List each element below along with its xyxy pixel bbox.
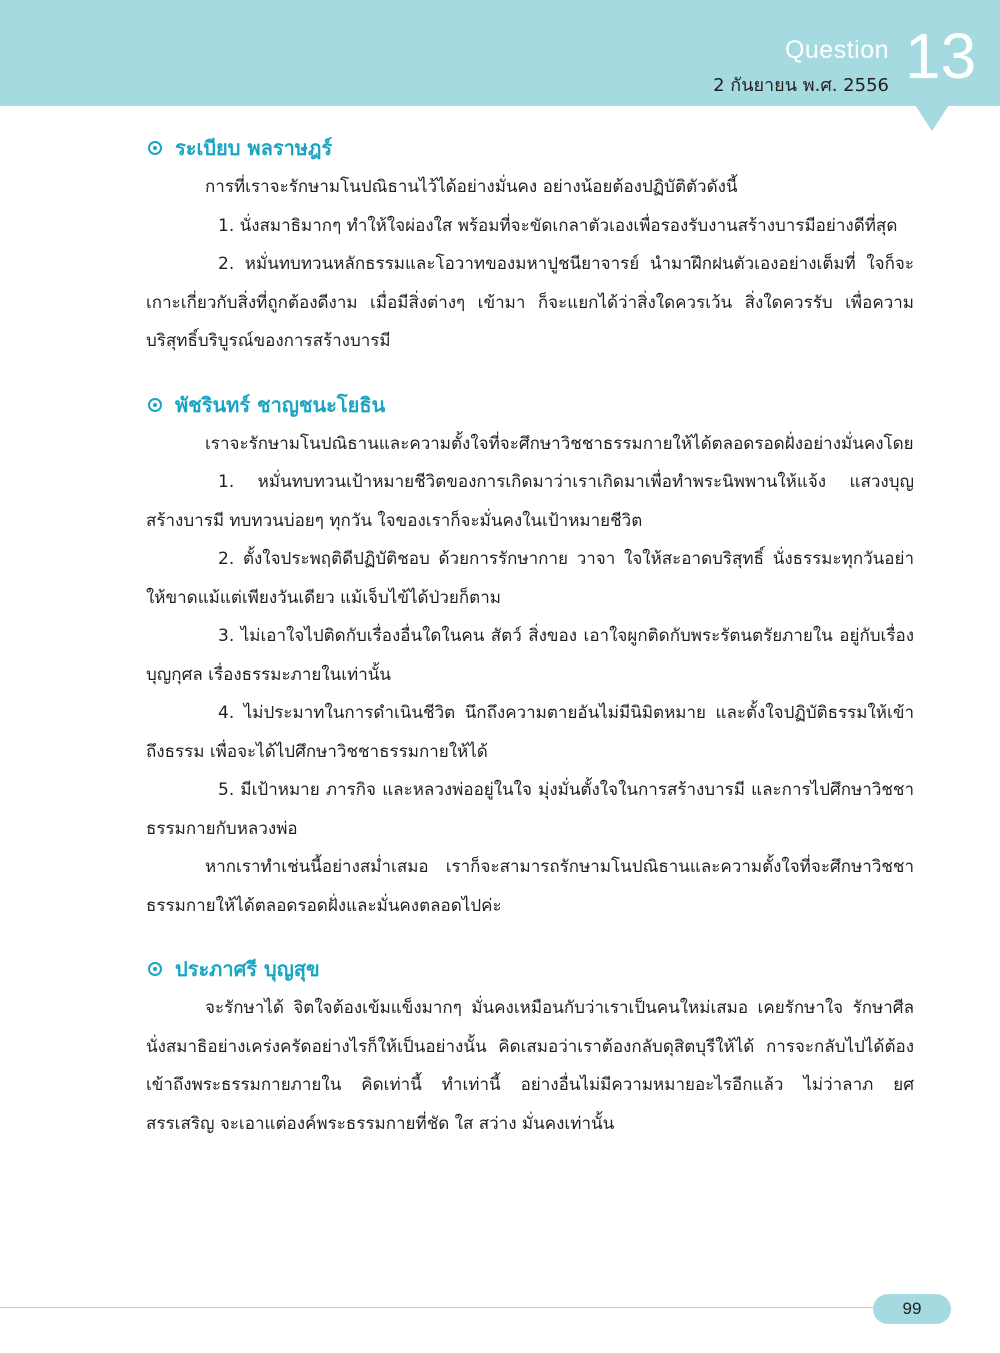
paragraph: 4. ไม่ประมาทในการดำเนินชีวิต นึกถึงความตายอันไม่มีนิมิตหมาย และตั้งใจปฏิบัติธรรมให้เข้าถึงธรรม เพื่อจะได้ไปศึกษาวิชชาธรรมกายให้ได้ bbox=[146, 703, 914, 762]
answer-section bbox=[146, 385, 914, 926]
author-name: ระเบียบ พลราษฎร์ bbox=[175, 136, 333, 160]
circle-dot-icon bbox=[148, 141, 162, 155]
question-number: 13 bbox=[905, 20, 977, 92]
author-name: พัชรินทร์ ชาญชนะโยธิน bbox=[175, 392, 386, 417]
header-notch bbox=[915, 105, 949, 131]
paragraph: การที่เราจะรักษามโนปณิธานไว้ได้อย่างมั่นคง อย่างน้อยต้องปฏิบัติตัวดังนี้ bbox=[205, 177, 738, 197]
page-number: 99 bbox=[873, 1294, 951, 1324]
question-label: Question bbox=[784, 36, 889, 64]
section-heading bbox=[148, 949, 914, 989]
paragraph: 3. ไม่เอาใจไปติดกับเรื่องอื่นใดในคน สัตว์ สิ่งของ เอาใจผูกติดกับพระรัตนตรัยภายใน อยู่กับเรื่องบุญกุศล เรื่องธรรมะภายในเท่านั้น bbox=[146, 626, 914, 685]
paragraph: จะรักษาได้ จิตใจต้องเข้มแข็งมากๆ มั่นคงเหมือนกับว่าเราเป็นคนใหม่เสมอ เคยรักษาใจ รักษาศีล นั่งสมาธิอย่างเคร่งครัดอย่างไรก็ให้เป็นอย่างนั้น คิดเสมอว่าเราต้องกลับดุสิตบุรีให้ได้ การจะกลับไปได้ต้องเข้าถึงพระธรรมกายภายใน คิดเท่านี้ ทำเท่านี้ อย่างอื่นไม่มีความหมายอะไรอีกแล้ว ไม่ว่าลาภ ยศ สรรเสริญ จะเอาแต่องค์พระธรรมกายที่ชัด ใส สว่าง มั่นคงเท่านั้น bbox=[146, 998, 914, 1134]
footer-rule bbox=[0, 1307, 880, 1308]
question-date: 2 กันยายน พ.ศ. 2556 bbox=[713, 75, 889, 96]
paragraph: หากเราทำเช่นนี้อย่างสม่ำเสมอ เราก็จะสามารถรักษามโนปณิธานและความตั้งใจที่จะศึกษาวิชชาธรรมกายให้ได้ตลอดรอดฝั่งและมั่นคงตลอดไปค่ะ bbox=[146, 857, 914, 916]
paragraph: 1. หมั่นทบทวนเป้าหมายชีวิตของการเกิดมาว่าเราเกิดมาเพื่อทำพระนิพพานให้แจ้ง แสวงบุญ สร้างบารมี ทบทวนบ่อยๆ ทุกวัน ใจของเราก็จะมั่นคงในเป้าหมายชีวิต bbox=[146, 472, 914, 531]
page-content bbox=[146, 128, 914, 1143]
answer-section bbox=[146, 128, 914, 361]
paragraph: 5. มีเป้าหมาย ภารกิจ และหลวงพ่ออยู่ในใจ มุ่งมั่นตั้งใจในการสร้างบารมี และการไปศึกษาวิชชาธรรมกายกับหลวงพ่อ bbox=[146, 780, 914, 839]
author-name: ประภาศรี บุญสุข bbox=[175, 957, 320, 981]
paragraph: เราจะรักษามโนปณิธานและความตั้งใจที่จะศึกษาวิชชาธรรมกายให้ได้ตลอดรอดฝั่งอย่างมั่นคงโดย bbox=[205, 433, 914, 454]
circle-dot-icon bbox=[148, 962, 162, 976]
section-heading bbox=[148, 128, 914, 168]
paragraph: 2. หมั่นทบทวนหลักธรรมและโอวาทของมหาปูชนียาจารย์ นำมาฝึกฝนตัวเองอย่างเต็มที่ ใจก็จะเกาะเกี่ยวกับสิ่งที่ถูกต้องดีงาม เมื่อมีสิ่งต่างๆ เข้ามา ก็จะแยกได้ว่าสิ่งใดควรเว้น สิ่งใดควรรับ เพื่อความบริสุทธิ์บริบูรณ์ของการสร้างบารมี bbox=[146, 254, 914, 351]
paragraph: 1. นั่งสมาธิมากๆ ทำให้ใจผ่องใส พร้อมที่จะขัดเกลาตัวเองเพื่อรองรับงานสร้างบารมีอย่างดีที่สุด bbox=[218, 215, 898, 236]
paragraph: 2. ตั้งใจประพฤติดีปฏิบัติชอบ ด้วยการรักษากาย วาจา ใจให้สะอาดบริสุทธิ์ นั่งธรรมะทุกวันอย่าให้ขาดแม้แต่เพียงวันเดียว แม้เจ็บไข้ได้ป่วยก็ตาม bbox=[146, 549, 914, 608]
section-heading bbox=[148, 385, 914, 425]
circle-dot-icon bbox=[148, 398, 162, 412]
answer-section bbox=[146, 949, 914, 1143]
